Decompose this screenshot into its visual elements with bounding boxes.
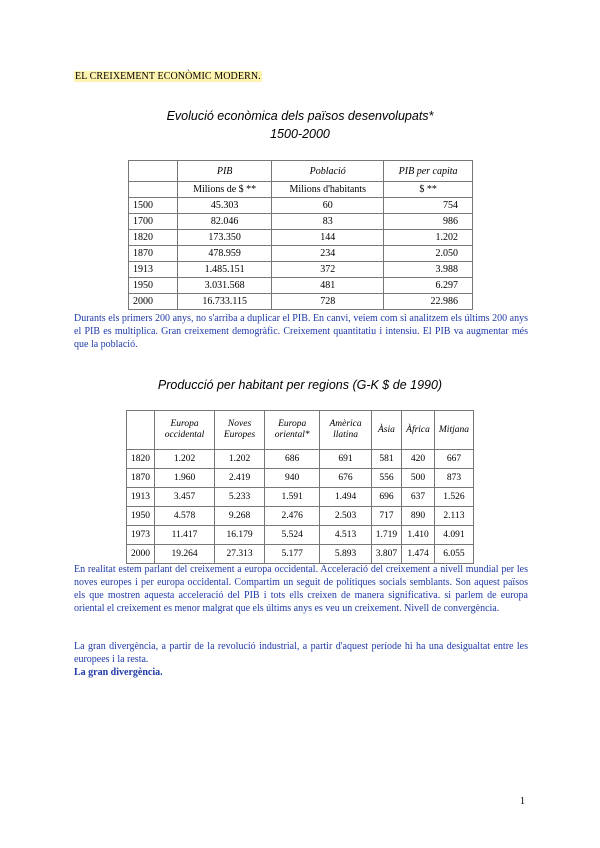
table-cell: 1.960 [155,469,215,488]
table-year-cell: 1700 [129,214,178,230]
table-row [129,294,473,310]
table-year-cell: 1973 [127,526,155,545]
table-row [129,214,473,230]
table-cell: 16.733.115 [178,294,272,310]
table-row [127,507,474,526]
paragraph-divergence-bold: La gran divergència. [74,667,163,678]
table-cell: 45.303 [178,198,272,214]
table-cell: 16.179 [215,526,265,545]
table-header-cell: Amèrica llatina [320,411,371,450]
table-cell: 728 [272,294,384,310]
table-cell: 11.417 [155,526,215,545]
table-header-row [129,161,473,182]
table-cell: 1.526 [434,488,473,507]
table-cell: 4.091 [434,526,473,545]
table1-caption-period: 1500-2000 [270,127,330,141]
table-cell: 1.591 [265,488,320,507]
table-header-cell: Europa oriental* [265,411,320,450]
table-cell: 82.046 [178,214,272,230]
table-cell: 2.050 [384,246,473,262]
table-row [127,526,474,545]
table-header-cell: Mitjana [434,411,473,450]
table-subheader-cell: $ ** [384,182,473,198]
table-cell: 3.988 [384,262,473,278]
table-cell: 4.513 [320,526,371,545]
table-cell: 3.031.568 [178,278,272,294]
table-cell: 1.202 [384,230,473,246]
table-year-cell: 1913 [129,262,178,278]
table-cell: 22.986 [384,294,473,310]
table-subheader-cell: Milions de $ ** [178,182,272,198]
table-year-cell: 2000 [129,294,178,310]
page-number: 1 [520,796,525,807]
paragraph-gdp-growth: Durants els primers 200 anys, no s'arriba a duplicar el PIB. En canvi, veiem com si analitzem els últims 200 anys el PIB es multiplica. Gran creixement demogràfic. Creixement quantitatiu i intensiu. El PIB va augmentar més que la població. [74,313,528,350]
table2-body [127,450,474,564]
table-header-cell: Europa occidental [155,411,215,450]
table-cell: 6.055 [434,545,473,564]
table-header-cell [129,161,178,182]
table-row [129,262,473,278]
table-subheader-row [129,182,473,198]
table-cell: 686 [265,450,320,469]
table-cell: 696 [371,488,401,507]
table2-caption: Producció per habitant per regions (G-K $ de 1990) [157,378,443,392]
table-cell: 754 [384,198,473,214]
table-row [129,246,473,262]
table-cell: 890 [402,507,435,526]
table-cell: 637 [402,488,435,507]
table-cell: 1.410 [402,526,435,545]
table-row [127,488,474,507]
table-year-cell: 1913 [127,488,155,507]
table-cell: 372 [272,262,384,278]
table-cell: 478.959 [178,246,272,262]
table-year-cell: 1870 [129,246,178,262]
table-cell: 83 [272,214,384,230]
table-year-cell: 1820 [127,450,155,469]
table-cell: 27.313 [215,545,265,564]
table-header-cell: Àsia [371,411,401,450]
table-cell: 500 [402,469,435,488]
table-cell: 5.524 [265,526,320,545]
table-header-cell [127,411,155,450]
table-row [129,278,473,294]
table-cell: 173.350 [178,230,272,246]
table-row [127,545,474,564]
paragraph-western-growth: En realitat estem parlant del creixement a europa occidental. Acceleració del creixement a nivell mundial per les noves europes i per europa occidental. Compartim un seguit de polítiques socials semblants. Son aquest països els que mostren aquesta acceleració del PIB i tots ells creixen de manera significativa. si parlem de europa oriental el creixement es menor malgrat que els últims anys es veu un creixement. Nivell de convergència. [74,564,528,614]
table-year-cell: 1500 [129,198,178,214]
table-cell: 717 [371,507,401,526]
table-cell: 2.419 [215,469,265,488]
table-cell: 1.474 [402,545,435,564]
table-cell: 556 [371,469,401,488]
table-cell: 1.719 [371,526,401,545]
table-cell: 873 [434,469,473,488]
table-cell: 1.202 [215,450,265,469]
table-year-cell: 1950 [127,507,155,526]
table-cell: 9.268 [215,507,265,526]
table-cell: 1.202 [155,450,215,469]
table-cell: 5.177 [265,545,320,564]
table-cell: 420 [402,450,435,469]
table-cell: 5.233 [215,488,265,507]
table-cell: 940 [265,469,320,488]
paragraph-divergence: La gran divergència, a partir de la revolució industrial, a partir d'aquest període hi ha una desigualtat entre les europees i la resta. [74,641,528,665]
table-header-cell: PIB [178,161,272,182]
table-cell: 2.503 [320,507,371,526]
production-per-capita-table [126,410,474,564]
table-subheader-cell: Milions d'habitants [272,182,384,198]
table-cell: 986 [384,214,473,230]
table-cell: 481 [272,278,384,294]
table-row [127,450,474,469]
table-cell: 19.264 [155,545,215,564]
table-cell: 581 [371,450,401,469]
table-header-cell: PIB per capita [384,161,473,182]
table-cell: 3.457 [155,488,215,507]
table-header-cell: Noves Europes [215,411,265,450]
table-year-cell: 1950 [129,278,178,294]
table-row [129,230,473,246]
table-header-cell: Població [272,161,384,182]
table-cell: 2.476 [265,507,320,526]
table-cell: 6.297 [384,278,473,294]
table-cell: 667 [434,450,473,469]
table-cell: 1.485.151 [178,262,272,278]
table-cell: 234 [272,246,384,262]
gdp-evolution-table [128,160,473,310]
table-cell: 60 [272,198,384,214]
table-cell: 2.113 [434,507,473,526]
table-year-cell: 1820 [129,230,178,246]
table-cell: 1.494 [320,488,371,507]
table-year-cell: 2000 [127,545,155,564]
table-cell: 676 [320,469,371,488]
table-year-cell: 1870 [127,469,155,488]
table1-caption-title: Evolució econòmica dels països desenvolupats* [166,109,434,123]
table1-body [129,198,473,310]
table-cell: 5.893 [320,545,371,564]
table-cell: 144 [272,230,384,246]
table-cell: 3.807 [371,545,401,564]
table-header-row [127,411,474,450]
table-row [129,198,473,214]
table-row [127,469,474,488]
table-cell: 691 [320,450,371,469]
page-title: EL CREIXEMENT ECONÒMIC MODERN. [75,71,261,82]
table-cell: 4.578 [155,507,215,526]
table-subheader-cell [129,182,178,198]
table-header-cell: Àfrica [402,411,435,450]
